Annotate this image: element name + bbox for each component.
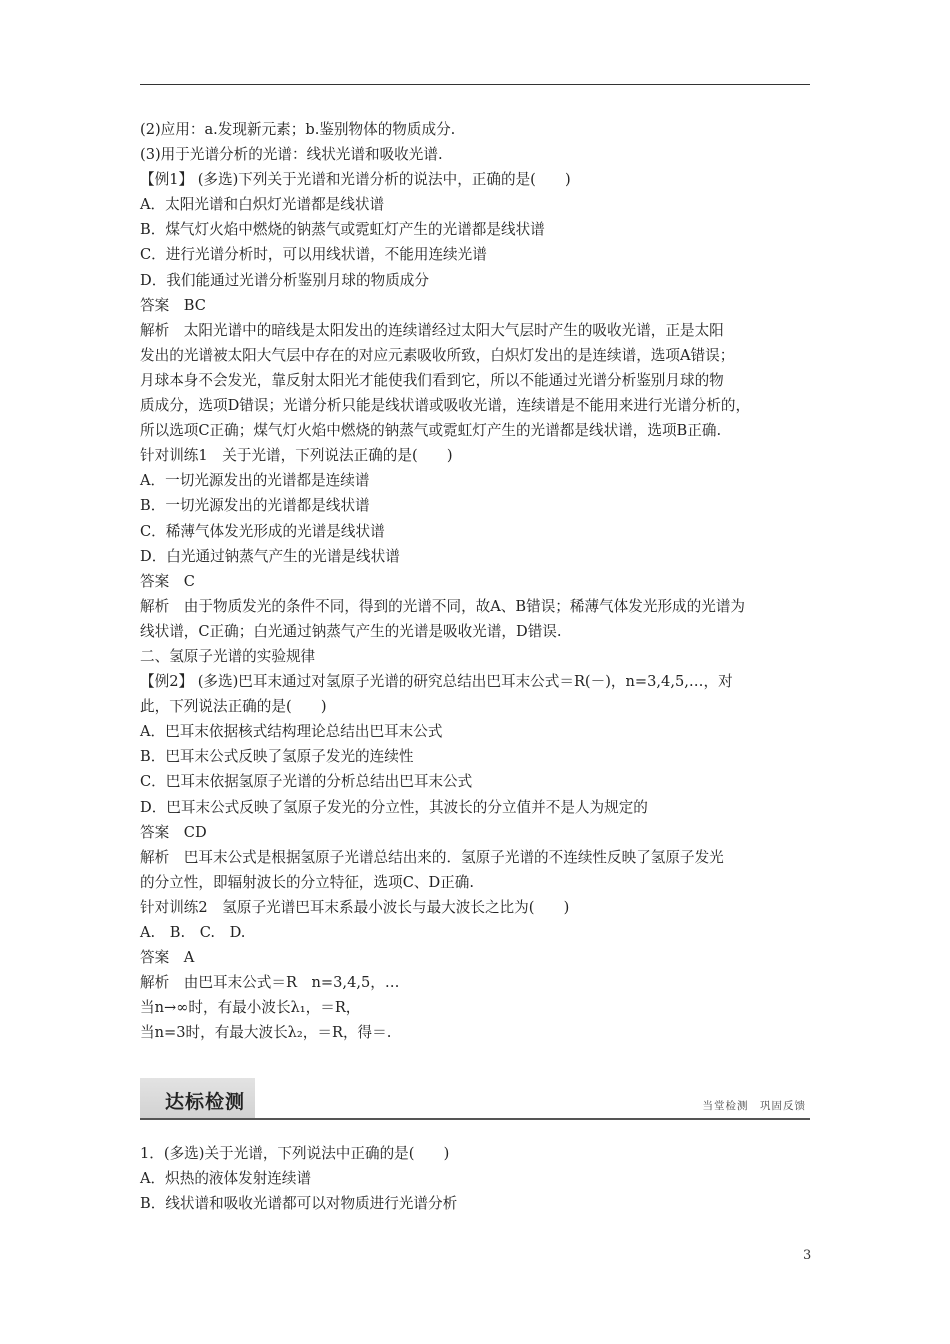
explanation-line: 月球本身不会发光，靠反射太阳光才能使我们看到它，所以不能通过光谱分析鉴别月球的物 xyxy=(140,371,724,389)
explanation-line: 当n=3时，有最大波长λ₂，＝R，得＝. xyxy=(140,1024,392,1042)
explanation-line: 解析 太阳光谱中的暗线是太阳发出的连续谱经过太阳大气层时产生的吸收光谱，正是太阳 xyxy=(140,321,724,339)
header-rule xyxy=(140,84,810,85)
practice-1-question: 针对训练1 关于光谱，下列说法正确的是( ) xyxy=(140,447,453,465)
page-number: 3 xyxy=(803,1248,812,1263)
section-subtitle: 当堂检测 巩固反馈 xyxy=(702,1100,806,1112)
answer: 答案 BC xyxy=(140,296,206,314)
options-row: A. B. C. D. xyxy=(140,924,246,941)
explanation-line: 线状谱，C正确；白光通过钠蒸气产生的光谱是吸收光谱，D错误. xyxy=(140,622,562,640)
option-a: A．巴耳末依据核式结构理论总结出巴耳末公式 xyxy=(140,723,443,741)
option-c: C．巴耳末依据氢原子光谱的分析总结出巴耳末公式 xyxy=(140,773,473,791)
exercise-question: 1．(多选)关于光谱，下列说法中正确的是( ) xyxy=(140,1145,450,1162)
example-2-question: 【例2】 (多选)巴耳末通过对氢原子光谱的研究总结出巴耳末公式＝R(－)，n=3,4,5,…，对 xyxy=(140,673,733,691)
document-body xyxy=(140,117,820,1045)
example-1-question: 【例1】 (多选)下列关于光谱和光谱分析的说法中，正确的是( ) xyxy=(140,171,571,189)
exercise-body xyxy=(140,1141,820,1216)
explanation-line: 的分立性，即辐射波长的分立特征，选项C、D正确. xyxy=(140,873,474,891)
section-banner xyxy=(140,1078,810,1120)
option-a: A．太阳光谱和白炽灯光谱都是线状谱 xyxy=(140,196,385,214)
text-line: 此，下列说法正确的是( ) xyxy=(140,698,327,716)
explanation-line: 解析 由巴耳末公式＝R n=3,4,5，… xyxy=(140,974,400,992)
option-b: B．一切光源发出的光谱都是线状谱 xyxy=(140,497,370,515)
option-b: B．线状谱和吸收光谱都可以对物质进行光谱分析 xyxy=(140,1195,458,1213)
option-b: B．巴耳末公式反映了氢原子发光的连续性 xyxy=(140,748,414,766)
explanation-line: 质成分，选项D错误；光谱分析只能是线状谱或吸收光谱，连续谱是不能用来进行光谱分析的， xyxy=(140,397,751,415)
practice-2-question: 针对训练2 氢原子光谱巴耳末系最小波长与最大波长之比为( ) xyxy=(140,898,570,916)
explanation-line: 当n→∞时，有最小波长λ₁，＝R， xyxy=(140,999,361,1017)
option-a: A．炽热的液体发射连续谱 xyxy=(140,1170,312,1188)
text-line: (3)用于光谱分析的光谱：线状光谱和吸收光谱. xyxy=(140,146,443,164)
option-b: B．煤气灯火焰中燃烧的钠蒸气或霓虹灯产生的光谱都是线状谱 xyxy=(140,221,545,239)
section-rule xyxy=(140,1118,810,1120)
option-c: C．稀薄气体发光形成的光谱是线状谱 xyxy=(140,522,385,540)
option-c: C．进行光谱分析时，可以用线状谱，不能用连续光谱 xyxy=(140,246,487,264)
section-title: 达标检测 xyxy=(165,1091,246,1113)
answer: 答案 A xyxy=(140,949,195,967)
text-line: (2)应用：a.发现新元素；b.鉴别物体的物质成分. xyxy=(140,121,456,138)
answer: 答案 C xyxy=(140,572,195,590)
option-a: A．一切光源发出的光谱都是连续谱 xyxy=(140,472,370,490)
explanation-line: 发出的光谱被太阳大气层中存在的对应元素吸收所致，白炽灯发出的是连续谱，选项A错误； xyxy=(140,346,735,364)
explanation-line: 解析 由于物质发光的条件不同，得到的光谱不同，故A、B错误；稀薄气体发光形成的光谱为 xyxy=(140,597,746,615)
section-heading: 二、氢原子光谱的实验规律 xyxy=(140,647,316,665)
answer: 答案 CD xyxy=(140,823,207,841)
option-d: D．巴耳末公式反映了氢原子发光的分立性，其波长的分立值并不是人为规定的 xyxy=(140,798,648,816)
option-d: D．白光通过钠蒸气产生的光谱是线状谱 xyxy=(140,547,400,565)
option-d: D．我们能通过光谱分析鉴别月球的物质成分 xyxy=(140,271,429,289)
explanation-line: 解析 巴耳末公式是根据氢原子光谱总结出来的．氢原子光谱的不连续性反映了氢原子发光 xyxy=(140,848,724,866)
explanation-line: 所以选项C正确；煤气灯火焰中燃烧的钠蒸气或霓虹灯产生的光谱都是线状谱，选项B正确. xyxy=(140,422,722,440)
